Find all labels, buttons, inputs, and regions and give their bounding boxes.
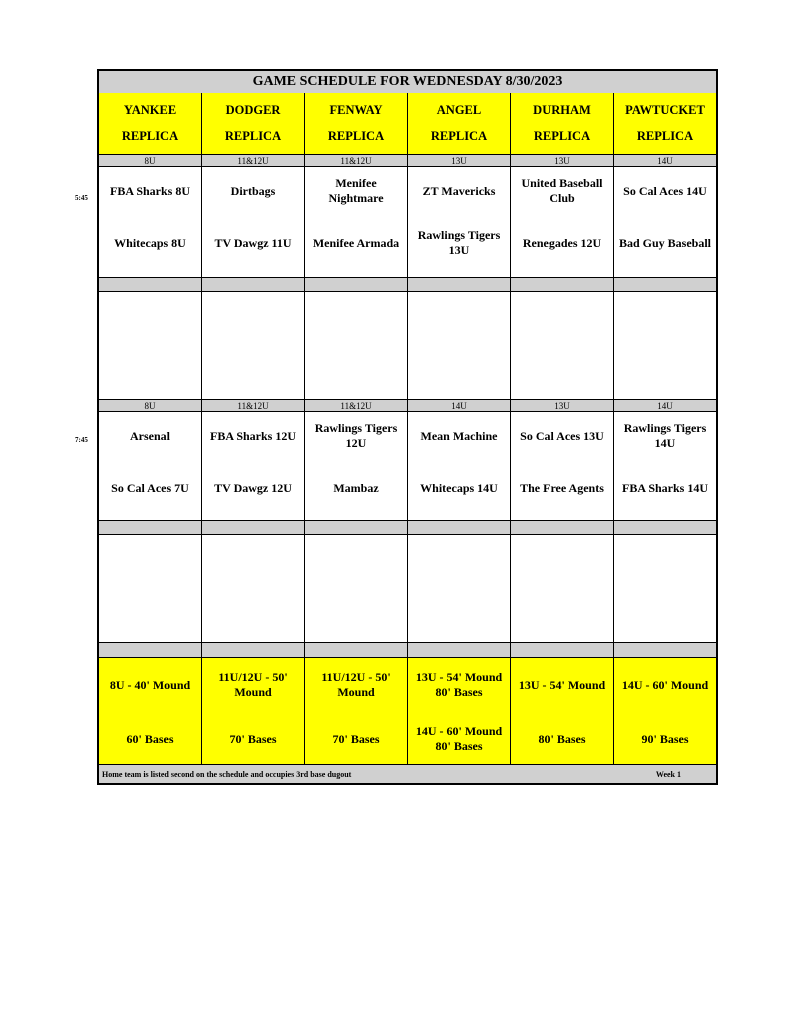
home-team: Menifee Armada bbox=[312, 235, 400, 250]
base-distance: 70' Bases bbox=[229, 731, 277, 746]
away-team: Mean Machine bbox=[420, 428, 498, 443]
footer-note: Home team is listed second on the schedule and occupies 3rd base dugout bbox=[102, 769, 352, 779]
age-row bbox=[99, 400, 716, 412]
mound-distance: 8U - 40' Mound bbox=[109, 677, 191, 692]
home-team: So Cal Aces 7U bbox=[111, 480, 189, 495]
games-row bbox=[99, 412, 716, 521]
away-team: United Baseball Club bbox=[521, 176, 603, 205]
schedule-title: GAME SCHEDULE FOR WEDNESDAY 8/30/2023 bbox=[99, 71, 716, 94]
field-header bbox=[408, 93, 511, 154]
away-team: So Cal Aces 14U bbox=[623, 183, 707, 198]
rule-cell bbox=[202, 658, 305, 764]
home-team: Whitecaps 8U bbox=[114, 235, 186, 250]
footer-row bbox=[99, 765, 716, 783]
home-team: The Free Agents bbox=[520, 480, 604, 495]
age-label: 8U bbox=[99, 400, 202, 411]
age-label: 11&12U bbox=[305, 155, 408, 166]
away-team: Rawlings Tigers 12U bbox=[314, 421, 398, 450]
separator-row bbox=[99, 521, 716, 535]
age-label: 13U bbox=[511, 155, 614, 166]
game-cell bbox=[614, 167, 716, 277]
field-header-row bbox=[99, 93, 716, 155]
age-label: 13U bbox=[511, 400, 614, 411]
base-distance: 80' Bases bbox=[538, 731, 586, 746]
field-name: DODGER bbox=[225, 102, 281, 117]
week-label: Week 1 bbox=[655, 769, 681, 779]
schedule-table bbox=[97, 69, 718, 785]
field-name: FENWAY bbox=[329, 102, 383, 117]
game-cell bbox=[408, 412, 511, 520]
base-distance: 60' Bases bbox=[126, 731, 174, 746]
game-cell bbox=[511, 167, 614, 277]
age-label: 14U bbox=[657, 400, 673, 411]
game-cell bbox=[202, 412, 305, 520]
age-row bbox=[99, 155, 716, 167]
field-name: DURHAM bbox=[533, 102, 591, 117]
base-distance: 14U - 60' Mound 80' Bases bbox=[415, 724, 503, 753]
home-team: Renegades 12U bbox=[522, 235, 602, 250]
field-header bbox=[614, 93, 716, 154]
field-sub: REPLICA bbox=[327, 129, 385, 144]
rule-cell bbox=[408, 658, 511, 764]
home-team: FBA Sharks 14U bbox=[621, 480, 709, 495]
rule-cell bbox=[305, 658, 408, 764]
age-label: 14U bbox=[657, 155, 673, 166]
home-team: Mambaz bbox=[333, 480, 379, 495]
home-team: TV Dawgz 11U bbox=[214, 235, 292, 250]
game-cell bbox=[202, 167, 305, 277]
game-cell bbox=[99, 412, 202, 520]
mound-distance: 13U - 54' Mound bbox=[518, 677, 606, 692]
games-row bbox=[99, 167, 716, 278]
mound-distance: 14U - 60' Mound bbox=[621, 677, 709, 692]
home-team: Bad Guy Baseball bbox=[618, 235, 712, 250]
empty-row bbox=[99, 535, 716, 643]
base-distance: 90' Bases bbox=[641, 731, 689, 746]
field-name: ANGEL bbox=[436, 102, 482, 117]
rules-row bbox=[99, 658, 716, 765]
field-sub: REPLICA bbox=[636, 129, 694, 144]
field-header bbox=[305, 93, 408, 154]
rule-cell bbox=[99, 658, 202, 764]
home-team: TV Dawgz 12U bbox=[214, 480, 292, 495]
separator-row bbox=[99, 643, 716, 658]
field-sub: REPLICA bbox=[533, 129, 591, 144]
field-name: YANKEE bbox=[123, 102, 177, 117]
away-team: Dirtbags bbox=[230, 183, 276, 198]
away-team: Menifee Nightmare bbox=[328, 176, 384, 205]
empty-row bbox=[99, 292, 716, 400]
field-sub: REPLICA bbox=[224, 129, 282, 144]
time-slot-2: 7:45 bbox=[75, 436, 88, 444]
game-cell bbox=[408, 167, 511, 277]
home-team: Whitecaps 14U bbox=[420, 480, 498, 495]
game-cell bbox=[305, 167, 408, 277]
away-team: FBA Sharks 8U bbox=[109, 183, 191, 198]
away-team: Rawlings Tigers 14U bbox=[623, 421, 707, 450]
field-name: PAWTUCKET bbox=[625, 102, 705, 117]
age-label: 11&12U bbox=[202, 155, 305, 166]
base-distance: 70' Bases bbox=[332, 731, 380, 746]
game-cell bbox=[511, 412, 614, 520]
away-team: ZT Mavericks bbox=[422, 183, 496, 198]
field-header bbox=[99, 93, 202, 154]
age-label: 11&12U bbox=[202, 400, 305, 411]
away-team: FBA Sharks 12U bbox=[209, 428, 297, 443]
rule-cell bbox=[511, 658, 614, 764]
field-header bbox=[511, 93, 614, 154]
age-label: 13U bbox=[408, 155, 511, 166]
game-cell bbox=[614, 412, 716, 520]
game-cell bbox=[99, 167, 202, 277]
field-header bbox=[202, 93, 305, 154]
home-team: Rawlings Tigers 13U bbox=[417, 228, 501, 257]
age-label: 11&12U bbox=[305, 400, 408, 411]
away-team: So Cal Aces 13U bbox=[520, 428, 604, 443]
separator-row bbox=[99, 278, 716, 292]
away-team: Arsenal bbox=[130, 428, 170, 443]
mound-distance: 13U - 54' Mound 80' Bases bbox=[415, 670, 503, 699]
rule-cell bbox=[614, 658, 716, 764]
age-label: 14U bbox=[408, 400, 511, 411]
age-label: 8U bbox=[99, 155, 202, 166]
time-slot-1: 5:45 bbox=[75, 194, 88, 202]
field-sub: REPLICA bbox=[430, 129, 488, 144]
mound-distance: 11U/12U - 50' Mound bbox=[321, 670, 391, 699]
field-sub: REPLICA bbox=[121, 129, 179, 144]
game-cell bbox=[305, 412, 408, 520]
mound-distance: 11U/12U - 50' Mound bbox=[218, 670, 288, 699]
